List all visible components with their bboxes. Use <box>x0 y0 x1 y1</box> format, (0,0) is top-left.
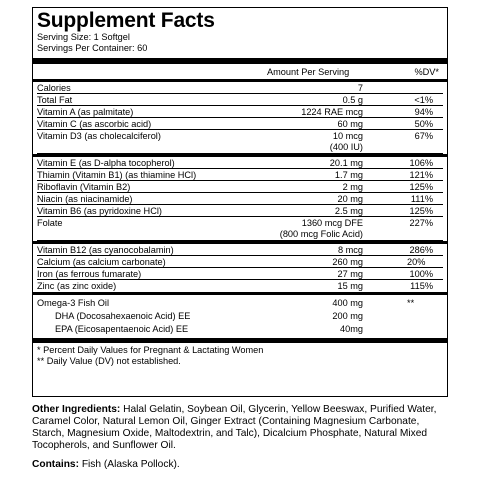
nutrient-dv: 125% <box>409 205 433 216</box>
nutrient-amount: 1.7 mg <box>334 169 363 180</box>
nutrient-name: Folate <box>37 217 63 228</box>
nutrient-amount: 15 mg <box>337 280 363 291</box>
nutrient-amount: 20 mg <box>337 193 363 204</box>
nutrient-amount: 400 mg <box>332 297 363 308</box>
nutrient-dv: 111% <box>410 193 433 204</box>
serving-size: Serving Size: 1 Softgel <box>37 32 130 42</box>
nutrient-amount: 1224 RAE mcg <box>301 106 363 117</box>
nutrient-row <box>37 82 443 94</box>
dv-header: %DV* <box>414 67 439 77</box>
other-ingredients-label: Other Ingredients: <box>32 404 121 415</box>
other-ingredients-text: Halal Gelatin, Soybean Oil, Glycerin, Yellow Beeswax, Purified Water, Caramel Color, Natural Lemon Oil, Ginger Extract (Containing Magnesium Carbonate, Starch, Magnesium Oxide, Maltodextrin, and Talc), Dicalcium Phosphate, Natural Mixed Tocopherols, and Sunflower Oil. <box>32 404 437 451</box>
amount-header: Amount Per Serving <box>267 67 350 77</box>
nutrient-row <box>37 169 443 181</box>
nutrient-name: Vitamin B6 (as pyridoxine HCl) <box>37 205 162 216</box>
nutrient-name: Omega-3 Fish Oil <box>37 297 109 308</box>
nutrient-row <box>37 106 443 118</box>
column-header <box>37 66 443 79</box>
nutrient-dv: 94% <box>414 106 433 117</box>
nutrient-amount: 2.5 mg <box>334 205 363 216</box>
nutrient-dv: 227% <box>409 217 433 228</box>
nutrient-name: DHA (Docosahexaenoic Acid) EE <box>55 310 191 321</box>
nutrient-dv: ** <box>407 297 415 308</box>
nutrient-row <box>37 310 443 322</box>
nutrient-row <box>37 157 443 169</box>
nutrient-amount: 200 mg <box>332 310 363 321</box>
nutrient-dv: 100% <box>409 268 433 279</box>
nutrient-dv: <1% <box>414 94 433 105</box>
nutrient-row <box>37 256 443 268</box>
nutrient-amount-secondary: (400 IU) <box>329 141 363 152</box>
nutrient-row <box>37 268 443 280</box>
nutrient-name: Vitamin A (as palmitate) <box>37 106 134 117</box>
nutrient-name: Vitamin E (as D-alpha tocopherol) <box>37 157 175 168</box>
nutrient-amount-secondary: (800 mcg Folic Acid) <box>279 228 363 239</box>
nutrient-row <box>37 297 443 309</box>
panel-title: Supplement Facts <box>37 9 215 32</box>
nutrient-amount: 40mg <box>340 323 363 334</box>
nutrient-name: Vitamin C (as ascorbic acid) <box>37 118 152 129</box>
nutrient-name: Riboflavin (Vitamin B2) <box>37 181 131 192</box>
nutrient-amount: 8 mcg <box>337 244 363 255</box>
nutrient-dv: 125% <box>409 181 433 192</box>
nutrient-row <box>37 280 443 292</box>
nutrient-dv: 121% <box>409 169 433 180</box>
contains-text: Fish (Alaska Pollock). <box>78 459 180 470</box>
nutrient-amount: 10 mcg <box>332 130 363 141</box>
nutrient-dv: 67% <box>414 130 433 141</box>
nutrient-amount: 27 mg <box>337 268 363 279</box>
nutrient-row <box>37 94 443 106</box>
contains-label: Contains: <box>32 459 79 470</box>
other-ingredients <box>32 404 452 452</box>
nutrient-name: Thiamin (Vitamin B1) (as thiamine HCl) <box>37 169 197 180</box>
allergen-contains <box>32 459 180 471</box>
nutrient-name: Niacin (as niacinamide) <box>37 193 133 204</box>
nutrient-amount: 7 <box>357 82 363 93</box>
nutrient-amount: 260 mg <box>332 256 363 267</box>
nutrient-dv: 20% <box>407 256 426 267</box>
nutrient-name: Vitamin B12 (as cyanocobalamin) <box>37 244 174 255</box>
thick-rule <box>33 58 447 64</box>
nutrient-row <box>37 130 443 154</box>
nutrient-row <box>37 205 443 217</box>
nutrient-row <box>37 323 443 335</box>
footnote-rule <box>33 338 447 343</box>
nutrient-dv: 286% <box>409 244 433 255</box>
nutrient-name: Iron (as ferrous fumarate) <box>37 268 142 279</box>
nutrient-amount: 60 mg <box>337 118 363 129</box>
nutrient-row <box>37 244 443 256</box>
nutrient-name: Zinc (as zinc oxide) <box>37 280 117 291</box>
footnote-dv: * Percent Daily Values for Pregnant & Lactating Women <box>37 345 264 355</box>
nutrient-amount: 1360 mcg DFE <box>301 217 363 228</box>
footnote-not-established: ** Daily Value (DV) not established. <box>37 356 181 366</box>
nutrient-amount: 2 mg <box>342 181 363 192</box>
nutrient-amount: 20.1 mg <box>329 157 363 168</box>
supplement-facts-panel <box>32 7 448 397</box>
nutrient-row <box>37 217 443 241</box>
nutrient-row <box>37 193 443 205</box>
nutrient-dv: 106% <box>409 157 433 168</box>
nutrient-dv: 50% <box>414 118 433 129</box>
nutrient-name: Calories <box>37 82 71 93</box>
nutrient-name: Calcium (as calcium carbonate) <box>37 256 166 267</box>
nutrient-name: Vitamin D3 (as cholecalciferol) <box>37 130 161 141</box>
nutrient-amount: 0.5 g <box>342 94 363 105</box>
nutrient-dv: 115% <box>410 280 433 291</box>
nutrient-name: Total Fat <box>37 94 73 105</box>
nutrient-name: EPA (Eicosapentaenoic Acid) EE <box>55 323 189 334</box>
nutrient-row <box>37 118 443 130</box>
section-rule <box>33 292 447 295</box>
nutrient-row <box>37 181 443 193</box>
servings-per-container: Servings Per Container: 60 <box>37 43 148 53</box>
